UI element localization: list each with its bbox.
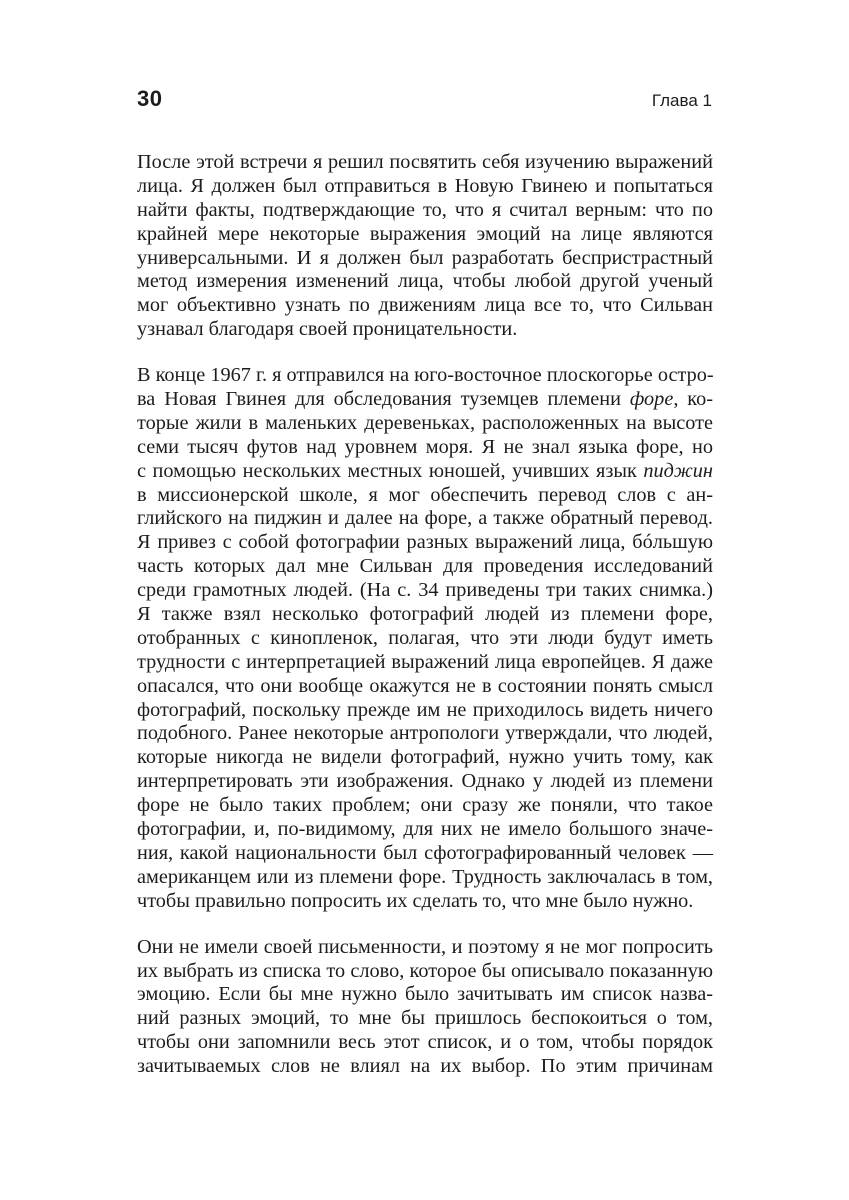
text-line: Они не имели своей письменности, и поэтому я не мог попросить [137,935,713,958]
page-number: 30 [137,86,163,111]
text-line: чтобы они запомнили весь этот список, и о том, чтобы порядок [137,1031,713,1054]
text-line: глийского на пиджин и далее на форе, а также обратный перевод. [137,507,713,530]
text-line: среди грамотных людей. (На с. 34 приведены три таких снимка.) [137,579,713,602]
text-line: метод измерения изменений лица, чтобы любой другой ученый [137,270,713,293]
text-line: крайней мере некоторые выражения эмоций на лице являются [137,222,713,245]
text-line: чтобы правильно попросить их сделать то, что мне было нужно. [137,889,694,912]
paragraph-2 [137,364,713,913]
text-line: интерпретировать эти изображения. Однако у людей из племени [137,770,713,793]
text-line: найти факты, подтверждающие то, что я считал верным: что по [137,198,713,221]
paragraph-3 [137,936,713,1079]
running-head [137,86,712,112]
text-line: узнавал благодаря своей проницательности. [137,318,518,341]
text-line: форе не было таких проблем; они сразу же поняли, что такое [137,794,713,817]
text-line: семи тысяч футов над уровнем моря. Я не знал языка форе, но [137,435,713,458]
text-line: подобного. Ранее некоторые антропологи утверждали, что людей, [137,722,713,745]
body-text [137,151,713,1101]
text-line: После этой встречи я решил посвятить себя изучению выражений [137,151,713,173]
text-line: В конце 1967 г. я отправился на юго-восточное плоскогорье остро- [137,364,714,387]
text-line: часть которых дал мне Сильван для проведения исследований [137,555,713,578]
text-line: Я привез с собой фотографии разных выражений лица, бóльшую [137,531,713,554]
text-line: эмоцию. Если бы мне нужно было зачитывать им список назва- [137,983,713,1006]
text-line: с помощью нескольких местных юношей, учивших язык пиджин [137,459,713,482]
text-line: опасался, что они вообще окажутся не в состоянии понять смысл [137,674,713,697]
text-line: в миссионерской школе, я мог обеспечить перевод слов с ан- [137,483,713,506]
text-line: ва Новая Гвинея для обследования туземцев племени форе, ко- [137,388,713,411]
text-line: мог объективно узнать по движениям лица все то, что Сильван [137,294,713,317]
text-line: универсальными. И я должен был разработать беспристрастный [137,246,713,269]
paragraph-1 [137,151,713,342]
text-line: лица. Я должен был отправиться в Новую Гвинею и попытаться [137,174,713,197]
text-line: торые жили в маленьких деревеньках, расположенных на высоте [137,411,713,434]
text-line: отобранных с кинопленок, полагая, что эти люди будут иметь [137,626,713,649]
text-line: Я также взял несколько фотографий людей из племени форе, [137,603,713,626]
text-line: фотографий, поскольку прежде им не приходилось видеть ничего [137,698,713,721]
text-line: американцем или из племени форе. Трудность заключалась в том, [137,865,713,888]
text-line: ний разных эмоций, то мне бы пришлось беспокоиться о том, [137,1007,713,1030]
text-line: фотографии, и, по-видимому, для них не имело большого значе- [137,818,713,841]
text-line: ния, какой национальности был сфотографированный человек — [137,841,713,864]
text-line: трудности с интерпретацией выражений лица европейцев. Я даже [137,650,713,673]
text-line: их выбрать из списка то слово, которое бы описывало показанную [137,959,713,982]
text-line: которые никогда не видели фотографий, нужно учить тому, как [137,746,713,769]
text-line: зачитываемых слов не влиял на их выбор. По этим причинам [137,1055,713,1078]
chapter-label: Глава 1 [651,91,712,110]
